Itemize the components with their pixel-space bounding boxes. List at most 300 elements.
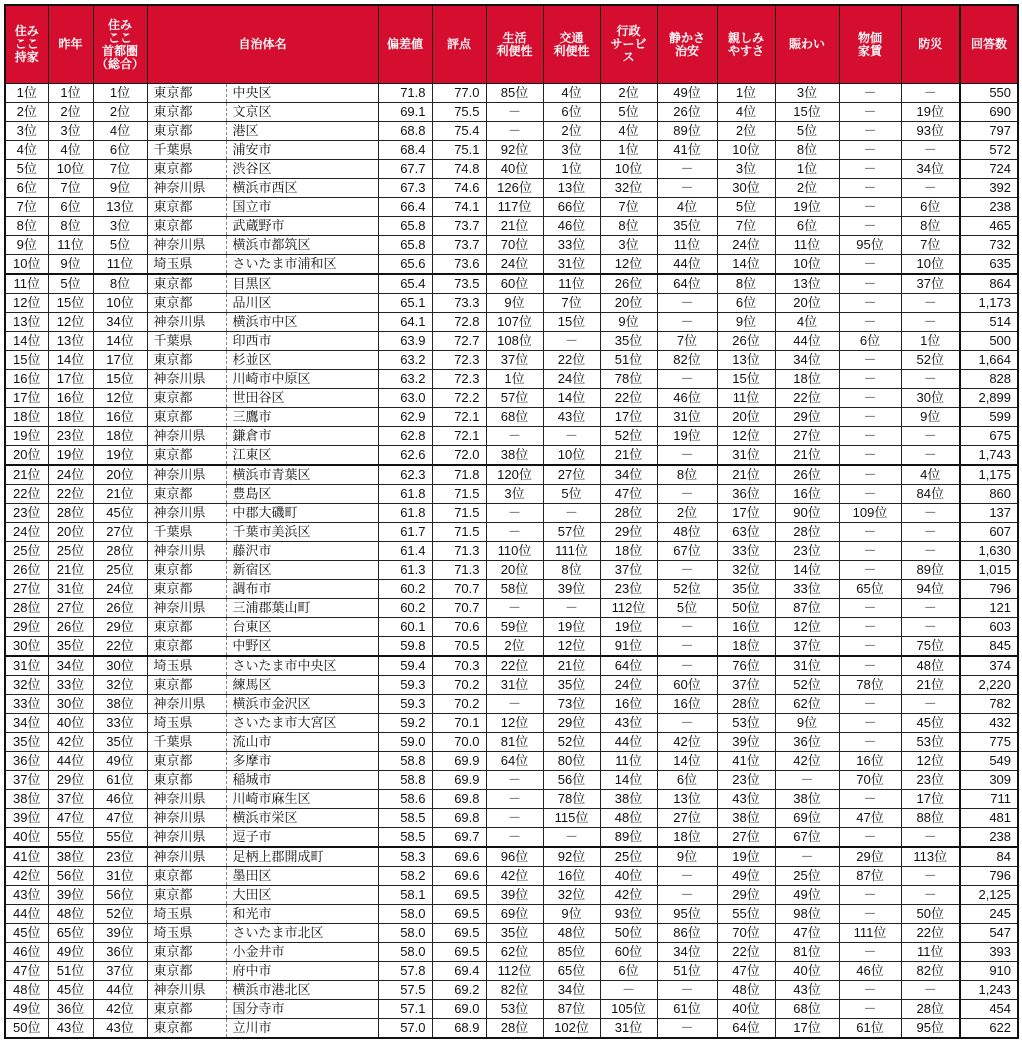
- header-metro-rank: 住み ここ 首都圏 （総合）: [93, 5, 147, 84]
- cell-responses: 845: [960, 637, 1018, 657]
- cell-friendliness: 24位: [717, 236, 775, 255]
- cell-responses: 782: [960, 695, 1018, 714]
- cell-metro-rank: 15位: [93, 370, 147, 389]
- cell-transport-convenience: 24位: [543, 370, 600, 389]
- cell-admin-services: 37位: [600, 561, 657, 580]
- cell-admin-services: 17位: [600, 408, 657, 427]
- cell-rank: 16位: [5, 370, 48, 389]
- cell-last-year: 34位: [48, 656, 93, 676]
- cell-disaster-prevention: 52位: [901, 351, 960, 370]
- cell-deviation: 64.1: [378, 313, 432, 332]
- cell-prices-rent: －: [839, 714, 901, 733]
- cell-living-convenience: 1位: [486, 370, 543, 389]
- cell-prefecture: 東京都: [147, 618, 226, 637]
- cell-liveliness: 14位: [775, 561, 839, 580]
- cell-living-convenience: －: [486, 695, 543, 714]
- cell-liveliness: 2位: [775, 179, 839, 198]
- cell-liveliness: 19位: [775, 198, 839, 217]
- cell-rank: 34位: [5, 714, 48, 733]
- cell-admin-services: 16位: [600, 695, 657, 714]
- cell-score: 69.2: [432, 981, 486, 1000]
- cell-living-convenience: 112位: [486, 962, 543, 981]
- cell-prefecture: 埼玉県: [147, 924, 226, 943]
- cell-metro-rank: 24位: [93, 580, 147, 599]
- cell-rank: 32位: [5, 676, 48, 695]
- cell-rank: 46位: [5, 943, 48, 962]
- cell-living-convenience: 22位: [486, 656, 543, 676]
- cell-disaster-prevention: 11位: [901, 943, 960, 962]
- cell-disaster-prevention: 53位: [901, 733, 960, 752]
- cell-prefecture: 神奈川県: [147, 599, 226, 618]
- cell-transport-convenience: 57位: [543, 523, 600, 542]
- cell-transport-convenience: 33位: [543, 236, 600, 255]
- cell-admin-services: 10位: [600, 160, 657, 179]
- cell-living-convenience: 28位: [486, 1019, 543, 1039]
- cell-admin-services: 50位: [600, 924, 657, 943]
- cell-last-year: 9位: [48, 255, 93, 275]
- cell-metro-rank: 37位: [93, 962, 147, 981]
- table-row: [5, 752, 1018, 771]
- cell-last-year: 5位: [48, 274, 93, 294]
- cell-prefecture: 東京都: [147, 1000, 226, 1019]
- cell-metro-rank: 10位: [93, 294, 147, 313]
- cell-transport-convenience: 48位: [543, 924, 600, 943]
- table-body: [5, 84, 1018, 1039]
- cell-quiet-safety: 2位: [657, 504, 717, 523]
- cell-living-convenience: 117位: [486, 198, 543, 217]
- cell-last-year: 49位: [48, 943, 93, 962]
- cell-deviation: 58.1: [378, 886, 432, 905]
- cell-deviation: 60.2: [378, 580, 432, 599]
- cell-score: 70.2: [432, 676, 486, 695]
- cell-quiet-safety: 67位: [657, 542, 717, 561]
- cell-living-convenience: －: [486, 599, 543, 618]
- cell-metro-rank: 26位: [93, 599, 147, 618]
- cell-last-year: 27位: [48, 599, 93, 618]
- cell-transport-convenience: 46位: [543, 217, 600, 236]
- cell-prices-rent: －: [839, 370, 901, 389]
- cell-deviation: 66.4: [378, 198, 432, 217]
- cell-municipality: 文京区: [226, 103, 378, 122]
- cell-transport-convenience: 78位: [543, 790, 600, 809]
- cell-score: 73.3: [432, 294, 486, 313]
- cell-metro-rank: 35位: [93, 733, 147, 752]
- cell-prices-rent: －: [839, 313, 901, 332]
- cell-disaster-prevention: 19位: [901, 103, 960, 122]
- cell-last-year: 30位: [48, 695, 93, 714]
- cell-quiet-safety: 49位: [657, 84, 717, 103]
- cell-last-year: 43位: [48, 1019, 93, 1039]
- cell-transport-convenience: 15位: [543, 313, 600, 332]
- cell-last-year: 20位: [48, 523, 93, 542]
- cell-metro-rank: 44位: [93, 981, 147, 1000]
- cell-municipality: 立川市: [226, 1019, 378, 1039]
- cell-transport-convenience: 27位: [543, 465, 600, 485]
- cell-friendliness: 15位: [717, 370, 775, 389]
- cell-friendliness: 37位: [717, 676, 775, 695]
- cell-liveliness: 10位: [775, 255, 839, 275]
- cell-deviation: 59.0: [378, 733, 432, 752]
- cell-municipality: 江東区: [226, 446, 378, 466]
- cell-transport-convenience: 7位: [543, 294, 600, 313]
- cell-friendliness: 12位: [717, 427, 775, 446]
- cell-quiet-safety: 6位: [657, 771, 717, 790]
- cell-transport-convenience: 115位: [543, 809, 600, 828]
- cell-prices-rent: 109位: [839, 504, 901, 523]
- cell-transport-convenience: 85位: [543, 943, 600, 962]
- cell-living-convenience: －: [486, 790, 543, 809]
- cell-transport-convenience: 34位: [543, 981, 600, 1000]
- cell-transport-convenience: 14位: [543, 389, 600, 408]
- cell-rank: 23位: [5, 504, 48, 523]
- cell-deviation: 58.2: [378, 867, 432, 886]
- cell-friendliness: 70位: [717, 924, 775, 943]
- cell-score: 69.8: [432, 790, 486, 809]
- cell-transport-convenience: 4位: [543, 84, 600, 103]
- cell-rank: 1位: [5, 84, 48, 103]
- cell-disaster-prevention: －: [901, 446, 960, 466]
- cell-responses: 2,899: [960, 389, 1018, 408]
- cell-transport-convenience: 6位: [543, 103, 600, 122]
- cell-living-convenience: 9位: [486, 294, 543, 313]
- cell-rank: 45位: [5, 924, 48, 943]
- table-row: [5, 981, 1018, 1000]
- cell-prices-rent: －: [839, 733, 901, 752]
- cell-municipality: 横浜市港北区: [226, 981, 378, 1000]
- cell-prices-rent: －: [839, 656, 901, 676]
- cell-friendliness: 63位: [717, 523, 775, 542]
- cell-responses: 238: [960, 198, 1018, 217]
- cell-prefecture: 東京都: [147, 122, 226, 141]
- cell-transport-convenience: 87位: [543, 1000, 600, 1019]
- cell-liveliness: 26位: [775, 465, 839, 485]
- cell-admin-services: 89位: [600, 828, 657, 848]
- cell-disaster-prevention: 22位: [901, 924, 960, 943]
- cell-prefecture: 神奈川県: [147, 179, 226, 198]
- cell-prices-rent: －: [839, 255, 901, 275]
- cell-admin-services: 34位: [600, 465, 657, 485]
- cell-prefecture: 埼玉県: [147, 714, 226, 733]
- cell-prices-rent: －: [839, 84, 901, 103]
- cell-deviation: 59.4: [378, 656, 432, 676]
- cell-quiet-safety: 16位: [657, 695, 717, 714]
- cell-admin-services: 3位: [600, 236, 657, 255]
- cell-rank: 8位: [5, 217, 48, 236]
- cell-prefecture: 神奈川県: [147, 828, 226, 848]
- cell-responses: 864: [960, 274, 1018, 294]
- cell-last-year: 29位: [48, 771, 93, 790]
- cell-prefecture: 東京都: [147, 103, 226, 122]
- header-disaster-prevention: 防災: [901, 5, 960, 84]
- cell-living-convenience: 85位: [486, 84, 543, 103]
- cell-admin-services: 19位: [600, 618, 657, 637]
- cell-living-convenience: 20位: [486, 561, 543, 580]
- cell-prices-rent: 16位: [839, 752, 901, 771]
- cell-prefecture: 千葉県: [147, 141, 226, 160]
- cell-rank: 30位: [5, 637, 48, 657]
- cell-metro-rank: 47位: [93, 809, 147, 828]
- cell-metro-rank: 34位: [93, 313, 147, 332]
- cell-score: 69.7: [432, 828, 486, 848]
- cell-friendliness: 55位: [717, 905, 775, 924]
- cell-prefecture: 埼玉県: [147, 905, 226, 924]
- cell-score: 69.5: [432, 905, 486, 924]
- table-row: [5, 313, 1018, 332]
- cell-rank: 9位: [5, 236, 48, 255]
- cell-disaster-prevention: －: [901, 867, 960, 886]
- cell-living-convenience: 92位: [486, 141, 543, 160]
- cell-deviation: 62.6: [378, 446, 432, 466]
- cell-transport-convenience: 3位: [543, 141, 600, 160]
- cell-admin-services: 22位: [600, 389, 657, 408]
- cell-deviation: 62.8: [378, 427, 432, 446]
- table-row: [5, 504, 1018, 523]
- cell-deviation: 58.8: [378, 752, 432, 771]
- cell-prefecture: 神奈川県: [147, 981, 226, 1000]
- cell-rank: 41位: [5, 847, 48, 867]
- cell-prefecture: 東京都: [147, 198, 226, 217]
- cell-rank: 47位: [5, 962, 48, 981]
- cell-prices-rent: 46位: [839, 962, 901, 981]
- cell-prices-rent: －: [839, 160, 901, 179]
- table-row: [5, 905, 1018, 924]
- cell-friendliness: 16位: [717, 618, 775, 637]
- cell-municipality: 武蔵野市: [226, 217, 378, 236]
- cell-responses: 392: [960, 179, 1018, 198]
- cell-metro-rank: 9位: [93, 179, 147, 198]
- cell-friendliness: 20位: [717, 408, 775, 427]
- cell-living-convenience: 57位: [486, 389, 543, 408]
- cell-prefecture: 神奈川県: [147, 236, 226, 255]
- cell-rank: 22位: [5, 485, 48, 504]
- cell-score: 74.8: [432, 160, 486, 179]
- cell-metro-rank: 55位: [93, 828, 147, 848]
- cell-liveliness: 36位: [775, 733, 839, 752]
- cell-prefecture: 東京都: [147, 485, 226, 504]
- cell-prices-rent: －: [839, 389, 901, 408]
- cell-living-convenience: －: [486, 103, 543, 122]
- cell-rank: 44位: [5, 905, 48, 924]
- ranking-table-container: [4, 4, 1019, 1039]
- cell-rank: 50位: [5, 1019, 48, 1039]
- cell-score: 69.6: [432, 847, 486, 867]
- cell-admin-services: 28位: [600, 504, 657, 523]
- table-row: [5, 580, 1018, 599]
- cell-metro-rank: 1位: [93, 84, 147, 103]
- cell-responses: 549: [960, 752, 1018, 771]
- cell-friendliness: 48位: [717, 981, 775, 1000]
- cell-living-convenience: 120位: [486, 465, 543, 485]
- cell-municipality: 浦安市: [226, 141, 378, 160]
- cell-transport-convenience: 19位: [543, 618, 600, 637]
- cell-municipality: 中央区: [226, 84, 378, 103]
- cell-liveliness: 6位: [775, 217, 839, 236]
- cell-prefecture: 神奈川県: [147, 847, 226, 867]
- cell-last-year: 56位: [48, 867, 93, 886]
- cell-prefecture: 神奈川県: [147, 695, 226, 714]
- cell-admin-services: 35位: [600, 332, 657, 351]
- cell-quiet-safety: －: [657, 446, 717, 466]
- cell-disaster-prevention: －: [901, 828, 960, 848]
- cell-disaster-prevention: 9位: [901, 408, 960, 427]
- cell-liveliness: 87位: [775, 599, 839, 618]
- cell-municipality: 大田区: [226, 886, 378, 905]
- cell-living-convenience: 82位: [486, 981, 543, 1000]
- cell-prefecture: 東京都: [147, 84, 226, 103]
- cell-disaster-prevention: －: [901, 599, 960, 618]
- cell-prefecture: 東京都: [147, 446, 226, 466]
- cell-admin-services: 23位: [600, 580, 657, 599]
- cell-transport-convenience: 52位: [543, 733, 600, 752]
- cell-prefecture: 埼玉県: [147, 255, 226, 275]
- cell-metro-rank: 36位: [93, 943, 147, 962]
- cell-metro-rank: 56位: [93, 886, 147, 905]
- cell-quiet-safety: 61位: [657, 1000, 717, 1019]
- cell-responses: 393: [960, 943, 1018, 962]
- cell-admin-services: 12位: [600, 255, 657, 275]
- header-deviation: 偏差値: [378, 5, 432, 84]
- table-row: [5, 771, 1018, 790]
- cell-responses: 514: [960, 313, 1018, 332]
- cell-liveliness: 44位: [775, 332, 839, 351]
- cell-last-year: 18位: [48, 408, 93, 427]
- table-row: [5, 924, 1018, 943]
- cell-quiet-safety: 4位: [657, 198, 717, 217]
- cell-quiet-safety: 41位: [657, 141, 717, 160]
- cell-rank: 6位: [5, 179, 48, 198]
- cell-last-year: 65位: [48, 924, 93, 943]
- cell-disaster-prevention: 50位: [901, 905, 960, 924]
- cell-living-convenience: 31位: [486, 676, 543, 695]
- cell-disaster-prevention: 37位: [901, 274, 960, 294]
- cell-last-year: 17位: [48, 370, 93, 389]
- cell-score: 72.3: [432, 370, 486, 389]
- cell-liveliness: 29位: [775, 408, 839, 427]
- cell-deviation: 65.8: [378, 236, 432, 255]
- cell-living-convenience: 42位: [486, 867, 543, 886]
- cell-disaster-prevention: 17位: [901, 790, 960, 809]
- cell-liveliness: 8位: [775, 141, 839, 160]
- cell-rank: 19位: [5, 427, 48, 446]
- cell-admin-services: 26位: [600, 274, 657, 294]
- cell-deviation: 63.0: [378, 389, 432, 408]
- cell-disaster-prevention: －: [901, 84, 960, 103]
- cell-last-year: 22位: [48, 485, 93, 504]
- cell-quiet-safety: 19位: [657, 427, 717, 446]
- cell-disaster-prevention: 8位: [901, 217, 960, 236]
- cell-disaster-prevention: －: [901, 981, 960, 1000]
- cell-prefecture: 東京都: [147, 294, 226, 313]
- table-row: [5, 695, 1018, 714]
- cell-responses: 599: [960, 408, 1018, 427]
- cell-municipality: 墨田区: [226, 867, 378, 886]
- cell-living-convenience: 58位: [486, 580, 543, 599]
- cell-prices-rent: －: [839, 122, 901, 141]
- cell-prefecture: 神奈川県: [147, 504, 226, 523]
- table-row: [5, 733, 1018, 752]
- cell-liveliness: 13位: [775, 274, 839, 294]
- cell-last-year: 8位: [48, 217, 93, 236]
- cell-liveliness: 81位: [775, 943, 839, 962]
- cell-rank: 40位: [5, 828, 48, 848]
- cell-quiet-safety: 26位: [657, 103, 717, 122]
- cell-responses: 550: [960, 84, 1018, 103]
- cell-deviation: 58.8: [378, 771, 432, 790]
- cell-transport-convenience: 5位: [543, 485, 600, 504]
- cell-municipality: 稲城市: [226, 771, 378, 790]
- cell-friendliness: 76位: [717, 656, 775, 676]
- header-friendliness: 親しみ やすさ: [717, 5, 775, 84]
- table-row: [5, 714, 1018, 733]
- cell-deviation: 71.8: [378, 84, 432, 103]
- cell-friendliness: 29位: [717, 886, 775, 905]
- cell-disaster-prevention: －: [901, 427, 960, 446]
- cell-liveliness: 69位: [775, 809, 839, 828]
- table-row: [5, 523, 1018, 542]
- cell-admin-services: 48位: [600, 809, 657, 828]
- cell-living-convenience: 107位: [486, 313, 543, 332]
- cell-rank: 13位: [5, 313, 48, 332]
- cell-responses: 2,220: [960, 676, 1018, 695]
- cell-rank: 33位: [5, 695, 48, 714]
- cell-quiet-safety: 46位: [657, 389, 717, 408]
- cell-quiet-safety: 14位: [657, 752, 717, 771]
- cell-municipality: 世田谷区: [226, 389, 378, 408]
- cell-admin-services: －: [600, 981, 657, 1000]
- cell-responses: 635: [960, 255, 1018, 275]
- cell-prefecture: 東京都: [147, 886, 226, 905]
- cell-last-year: 31位: [48, 580, 93, 599]
- cell-disaster-prevention: －: [901, 504, 960, 523]
- cell-friendliness: 10位: [717, 141, 775, 160]
- cell-quiet-safety: 64位: [657, 274, 717, 294]
- cell-score: 72.2: [432, 389, 486, 408]
- cell-score: 71.5: [432, 523, 486, 542]
- cell-last-year: 2位: [48, 103, 93, 122]
- table-row: [5, 446, 1018, 466]
- cell-transport-convenience: 13位: [543, 179, 600, 198]
- cell-prices-rent: 111位: [839, 924, 901, 943]
- cell-score: 72.1: [432, 408, 486, 427]
- cell-quiet-safety: －: [657, 485, 717, 504]
- cell-municipality: 小金井市: [226, 943, 378, 962]
- table-row: [5, 332, 1018, 351]
- table-row: [5, 122, 1018, 141]
- cell-prices-rent: －: [839, 542, 901, 561]
- cell-metro-rank: 20位: [93, 465, 147, 485]
- cell-transport-convenience: 73位: [543, 695, 600, 714]
- cell-disaster-prevention: 75位: [901, 637, 960, 657]
- cell-transport-convenience: 1位: [543, 160, 600, 179]
- cell-transport-convenience: －: [543, 504, 600, 523]
- cell-deviation: 57.0: [378, 1019, 432, 1039]
- cell-prefecture: 東京都: [147, 351, 226, 370]
- cell-score: 68.9: [432, 1019, 486, 1039]
- table-row: [5, 236, 1018, 255]
- cell-admin-services: 31位: [600, 1019, 657, 1039]
- cell-score: 73.7: [432, 236, 486, 255]
- cell-prices-rent: －: [839, 198, 901, 217]
- cell-last-year: 44位: [48, 752, 93, 771]
- cell-liveliness: 28位: [775, 523, 839, 542]
- cell-disaster-prevention: 95位: [901, 1019, 960, 1039]
- cell-metro-rank: 32位: [93, 676, 147, 695]
- cell-disaster-prevention: 7位: [901, 236, 960, 255]
- cell-deviation: 62.3: [378, 465, 432, 485]
- cell-prices-rent: －: [839, 217, 901, 236]
- cell-rank: 24位: [5, 523, 48, 542]
- cell-deviation: 61.4: [378, 542, 432, 561]
